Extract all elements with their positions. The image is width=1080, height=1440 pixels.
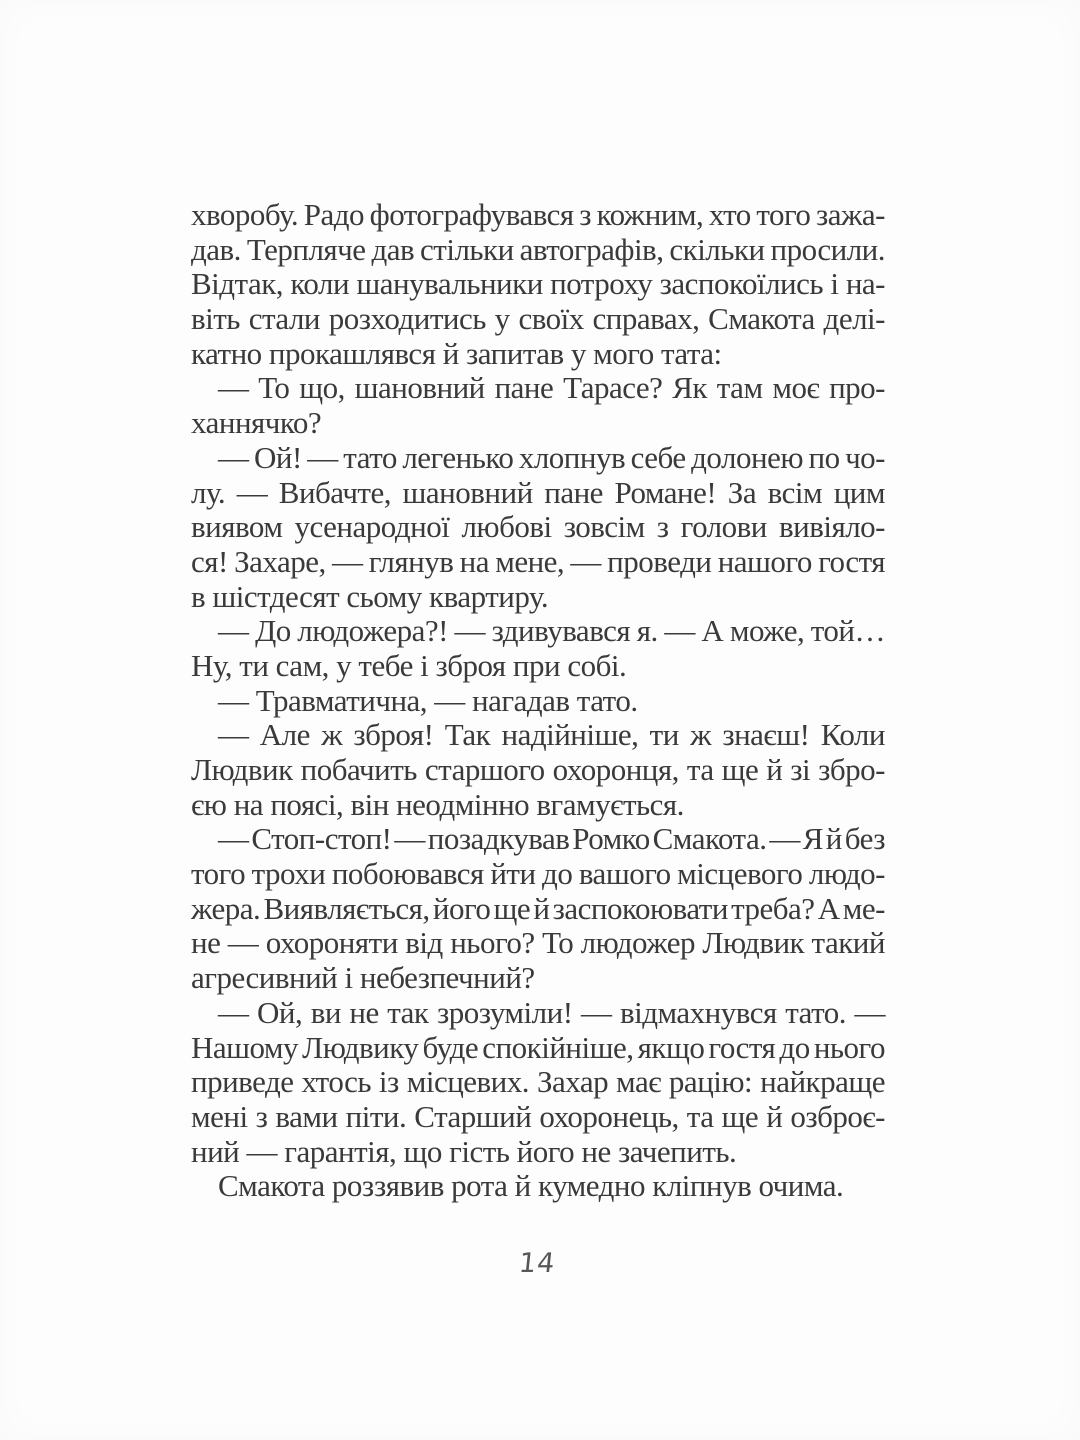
text-line: в шістдесят сьому квартиру. — [191, 578, 549, 614]
text-line: мені з вами піти. Старший охоронець, та ще й озброє- — [191, 1098, 885, 1134]
text-line: Ну, ти сам, у тебе і зброя при собі. — [191, 647, 627, 683]
text-line: катно прокашлявся й запитав у мого тата: — [191, 335, 722, 371]
text-line: не — охороняти від нього? То людожер Людвик такий — [191, 925, 885, 961]
text-line: ханнячко? — [191, 405, 322, 441]
text-line: — До людожера?! — здивувався я. — А може, той… — [218, 613, 885, 649]
text-line: — Але ж зброя! Так надійніше, ти ж знаєш! Коли — [218, 717, 885, 753]
text-line: того трохи побоювався йти до вашого місцевого людо- — [191, 856, 885, 892]
text-line: ся! Захаре, — глянув на мене, — проведи нашого гостя — [191, 543, 885, 579]
text-line: — Ой! — тато легенько хлопнув себе долонею по чо- — [218, 439, 885, 475]
text-line: приведе хтось із місцевих. Захар має рацію: найкраще — [191, 1064, 885, 1100]
text-line: Смакота роззявив рота й кумедно кліпнув очима. — [218, 1168, 844, 1204]
text-line: виявом усенародної любові зовсім з голови вивіяло- — [191, 509, 885, 545]
text-line: ний — гарантія, що гість його не зачепить. — [191, 1133, 737, 1169]
text-line: жера. Виявляється, його ще й заспокоювати треба? А ме- — [191, 890, 885, 926]
text-line: — Ой, ви не так зрозуміли! — відмахнувся тато. — — [218, 994, 885, 1030]
text-line: лу. — Вибачте, шановний пане Романе! За всім цим — [191, 474, 885, 510]
page-number: 14 — [517, 1248, 557, 1279]
page-footer — [0, 1248, 1074, 1279]
text-line: — Стоп-стоп! — позадкував Ромко Смакота. — Я й без — [218, 821, 885, 857]
text-line: — То що, шановний пане Тарасе? Як там моє про- — [218, 370, 885, 406]
text-line: агресивний і небезпечний? — [191, 960, 535, 996]
text-line: — Травматична, — нагадав тато. — [218, 682, 638, 718]
text-line: єю на поясі, він неодмінно вгамується. — [191, 786, 684, 822]
text-line: хворобу. Радо фотографувався з кожним, хто того зажа- — [191, 197, 885, 232]
text-line: віть стали розходитись у своїх справах, Смакота делі- — [191, 301, 885, 337]
page-text — [191, 198, 885, 1204]
text-line: Нашому Людвику буде спокійніше, якщо гостя до нього — [191, 1029, 885, 1065]
text-line: дав. Терпляче дав стільки автографів, скільки просили. — [191, 231, 886, 267]
text-line: Відтак, коли шанувальники потроху заспокоїлись і на- — [191, 266, 885, 302]
text-line: Людвик побачить старшого охоронця, та ще й зі збро- — [191, 752, 885, 787]
